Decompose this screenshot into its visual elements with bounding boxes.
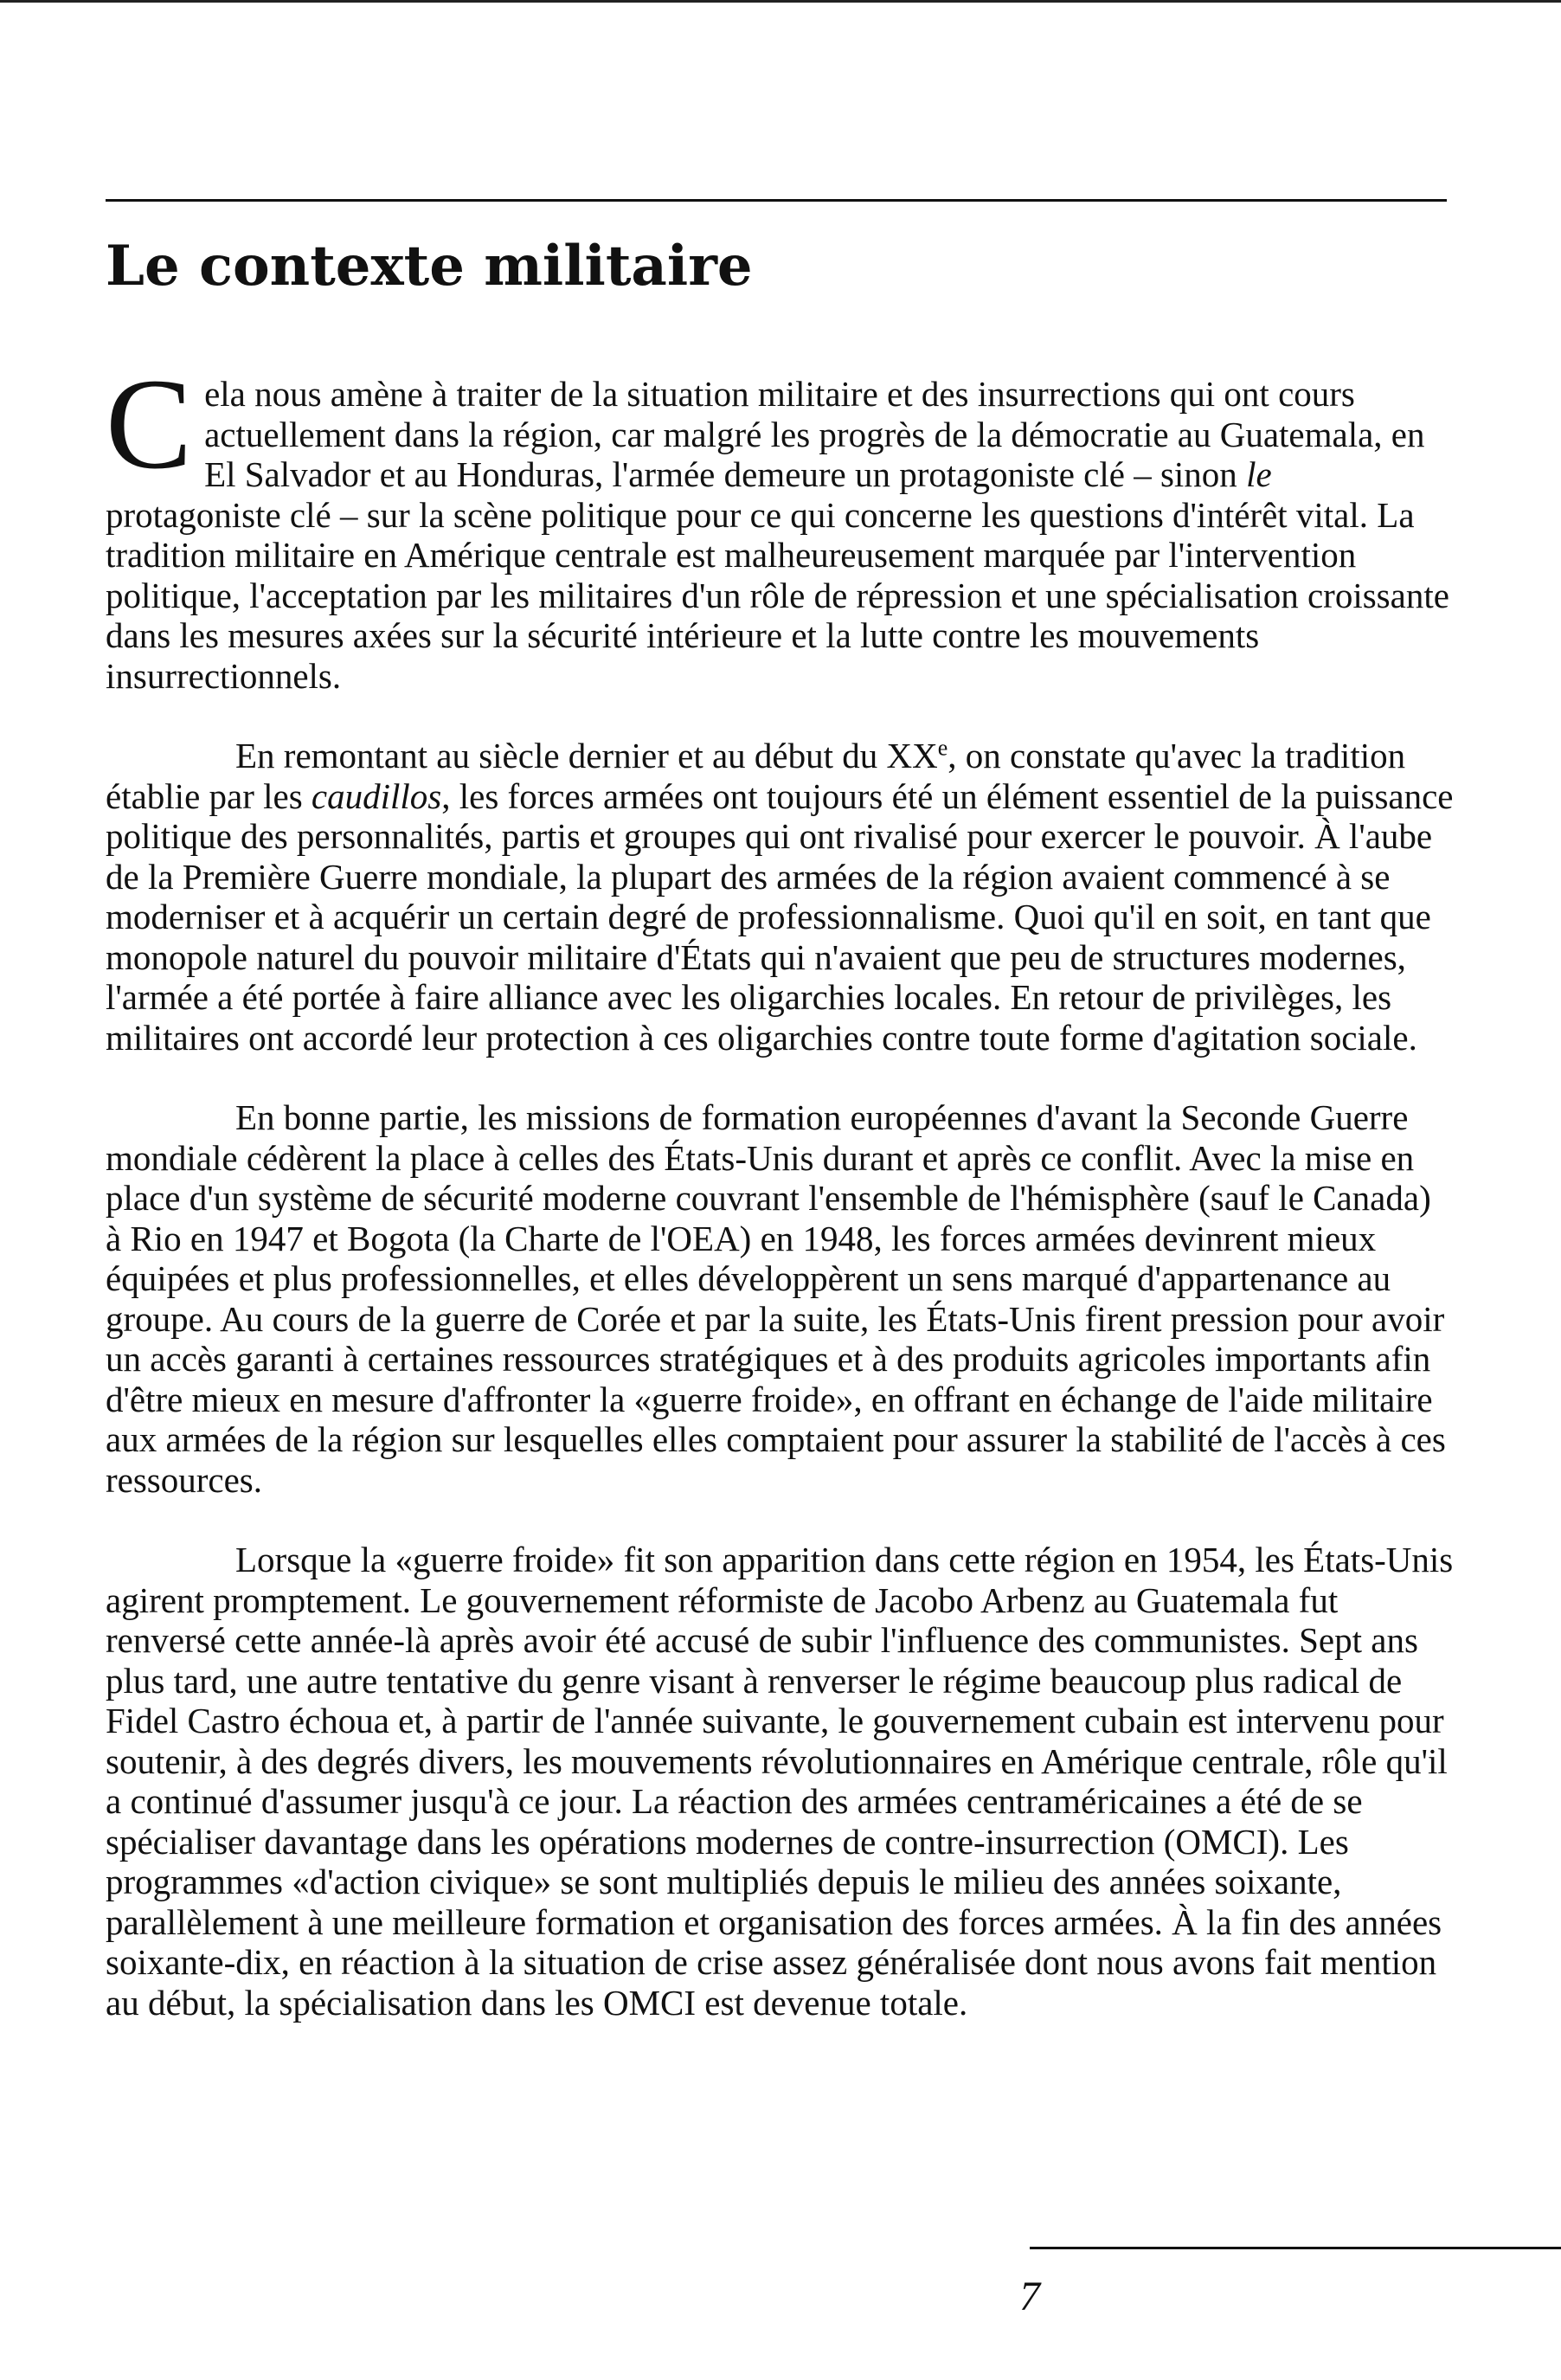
paragraph-1-text-b: protagoniste clé – sur la scène politique pour ce qui concerne les questions d'intérêt vital. La tradition militaire en Amérique centrale est malheureusement marquée par l'intervention politique, l'acceptation par les militaires d'un rôle de répression et une spécialisation croissante dans les mesures axées sur la sécurité intérieure et la lutte contre les mouvements insurrectionnels.: [106, 494, 1449, 696]
drop-cap: C: [106, 352, 193, 496]
paragraph-2-text-b: , on constate qu'avec la tradition établie par les: [106, 736, 1406, 816]
paragraph-2-text-c: , les forces armées ont toujours été un élément essentiel de la puissance politique des personnalités, partis et groupes qui ont rivalisé pour exercer le pouvoir. À l'aube de la Première Guerre mondiale, la plupart des armées de la région avaient commencé à se moderniser et à acquérir un certain degré de professionnalisme. Quoi qu'il en soit, en tant que monopole naturel du pouvoir militaire d'États qui n'avaient que peu de structures modernes, l'armée a été portée à faire alliance avec les oligarchies locales. En retour de privilèges, les militaires ont accordé leur protection à ces oligarchies contre toute forme d'agitation sociale.: [106, 775, 1454, 1058]
chapter-title: Le contexte militaire: [106, 234, 753, 299]
header-rule: [106, 199, 1447, 202]
paragraph-2-text-a: En remontant au siècle dernier et au début du XX: [235, 736, 938, 775]
footer-rule: [1030, 2247, 1561, 2249]
paragraph-1-text-a: ela nous amène à traiter de la situation militaire et des insurrections qui ont cours actuellement dans la région, car malgré les progrès de la démocratie au Guatemala, en El Salvador et au Honduras, l'armée demeure un protagoniste clé – sinon: [204, 374, 1425, 494]
page-number: 7: [1019, 2274, 1040, 2319]
paragraph-2-emphasis: caudillos: [311, 775, 442, 816]
paragraph-1-emphasis: le: [1246, 454, 1272, 494]
paragraph-1: [106, 352, 1455, 696]
page-top-edge: [0, 0, 1561, 3]
body-text: [106, 352, 1455, 2062]
paragraph-4: Lorsque la «guerre froide» fit son apparition dans cette région en 1954, les États-Unis agirent promptement. Le gouvernement réformiste de Jacobo Arbenz au Guatemala fut renversé cette année-là après avoir été accusé de subir l'influence des communistes. Sept ans plus tard, une autre tentative du genre visant à renverser le régime beaucoup plus radical de Fidel Castro échoua et, à partir de l'année suivante, le gouvernement cubain est intervenu pour soutenir, à des degrés divers, les mouvements révolutionnaires en Amérique centrale, rôle qu'il a continué d'assumer jusqu'à ce jour. La réaction des armées centraméricaines a été de se spécialiser davantage dans les opérations modernes de contre-insurrection (OMCI). Les programmes «d'action civique» se sont multipliés depuis le milieu des années soixante, parallèlement à une meilleure formation et organisation des forces armées. À la fin des années soixante-dix, en réaction à la situation de crise assez généralisée dont nous avons fait mention au début, la spécialisation dans les OMCI est devenue totale.: [106, 1540, 1454, 2023]
paragraph-2: [106, 736, 1455, 1058]
century-superscript: e: [937, 735, 948, 761]
paragraph-3: En bonne partie, les missions de formation européennes d'avant la Seconde Guerre mondiale cédèrent la place à celles des États-Unis durant et après ce conflit. Avec la mise en place d'un système de sécurité moderne couvrant l'ensemble de l'hémisphère (sauf le Canada) à Rio en 1947 et Bogota (la Charte de l'OEA) en 1948, les forces armées devinrent mieux équipées et plus professionnelles, et elles développèrent un sens marqué d'appartenance au groupe. Au cours de la guerre de Corée et par la suite, les États-Unis firent pression pour avoir un accès garanti à certaines ressources stratégiques et à des produits agricoles importants afin d'être mieux en mesure d'affronter la «guerre froide», en offrant en échange de l'aide militaire aux armées de la région sur lesquelles elles comptaient pour assurer la stabilité de l'accès à ces ressources.: [106, 1097, 1446, 1500]
